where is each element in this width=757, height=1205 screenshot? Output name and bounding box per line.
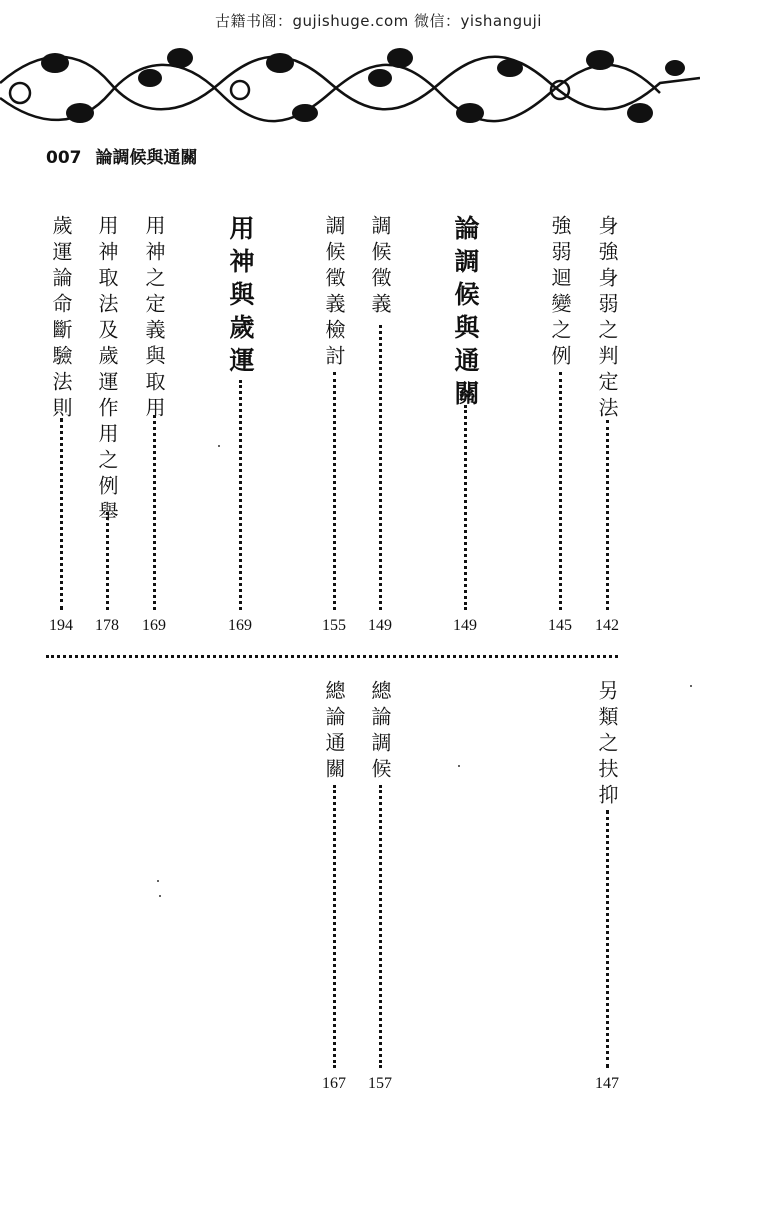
leader-dots — [333, 372, 336, 610]
toc-entry-title: 用神與歲運 — [226, 215, 255, 380]
toc-entry-title: 總論通關 — [322, 680, 346, 784]
toc-entry-page: 142 — [595, 617, 619, 634]
toc-entry-title: 身強身弱之判定法 — [595, 215, 619, 423]
toc-entry-title: 用神之定義與取用 — [142, 215, 166, 423]
toc-entry[interactable] — [93, 215, 121, 527]
header-page-number: 007 — [46, 148, 82, 168]
leader-dots — [606, 810, 609, 1068]
toc-entry[interactable] — [546, 215, 574, 371]
toc-entry-page: 149 — [453, 617, 477, 634]
toc-entry-page: 169 — [228, 617, 252, 634]
toc-entry-title: 另類之扶抑 — [595, 680, 619, 810]
watermark: 古籍书阁：gujishuge.com 微信：yishanguji — [215, 12, 542, 30]
scan-speck — [218, 445, 220, 447]
toc-entry-title: 調候徵義檢討 — [322, 215, 346, 371]
toc-entry[interactable] — [47, 215, 75, 423]
floral-border-ornament — [0, 38, 700, 133]
toc-entry-title: 調候徵義 — [368, 215, 392, 319]
leader-dots — [333, 785, 336, 1068]
toc-entry[interactable] — [320, 215, 348, 371]
leader-dots — [379, 785, 382, 1068]
toc-entry-page: 145 — [548, 617, 572, 634]
leader-dots — [559, 372, 562, 610]
leader-dots — [464, 405, 467, 610]
scan-speck — [159, 895, 161, 897]
toc-entry[interactable] — [366, 215, 394, 319]
toc-entry-title: 強弱迴變之例 — [548, 215, 572, 371]
leader-dots — [153, 415, 156, 610]
toc-entry[interactable] — [593, 215, 621, 423]
leader-dots — [379, 325, 382, 610]
toc-entry[interactable] — [593, 680, 621, 810]
toc-entry-page: 157 — [368, 1075, 392, 1092]
leader-dots — [60, 418, 63, 610]
toc-entry[interactable] — [451, 215, 479, 413]
toc-entry-page: 149 — [368, 617, 392, 634]
toc-entry[interactable] — [226, 215, 254, 380]
toc-entry-page: 167 — [322, 1075, 346, 1092]
header-title: 論調候與通關 — [95, 148, 198, 168]
toc-entry[interactable] — [140, 215, 168, 423]
leader-dots — [106, 512, 109, 610]
toc-entry-page: 147 — [595, 1075, 619, 1092]
scan-speck — [157, 880, 159, 882]
toc-entry-page: 178 — [95, 617, 119, 634]
toc-entry-title: 論調候與通關 — [451, 215, 480, 413]
page-header — [46, 143, 198, 168]
leader-dots — [606, 420, 609, 610]
toc-entry[interactable] — [320, 680, 348, 784]
leader-dots — [239, 380, 242, 610]
scan-speck — [458, 765, 460, 767]
toc-entry-page: 169 — [142, 617, 166, 634]
toc-entry-page: 155 — [322, 617, 346, 634]
toc-entry-title: 用神取法及歲運作用之例舉 — [95, 215, 119, 527]
toc-entry[interactable] — [366, 680, 394, 784]
toc-entry-title: 總論調候 — [368, 680, 392, 784]
scan-speck — [690, 685, 692, 687]
toc-entry-title: 歲運論命斷驗法則 — [49, 215, 73, 423]
section-divider — [46, 655, 618, 658]
toc-entry-page: 194 — [49, 617, 73, 634]
